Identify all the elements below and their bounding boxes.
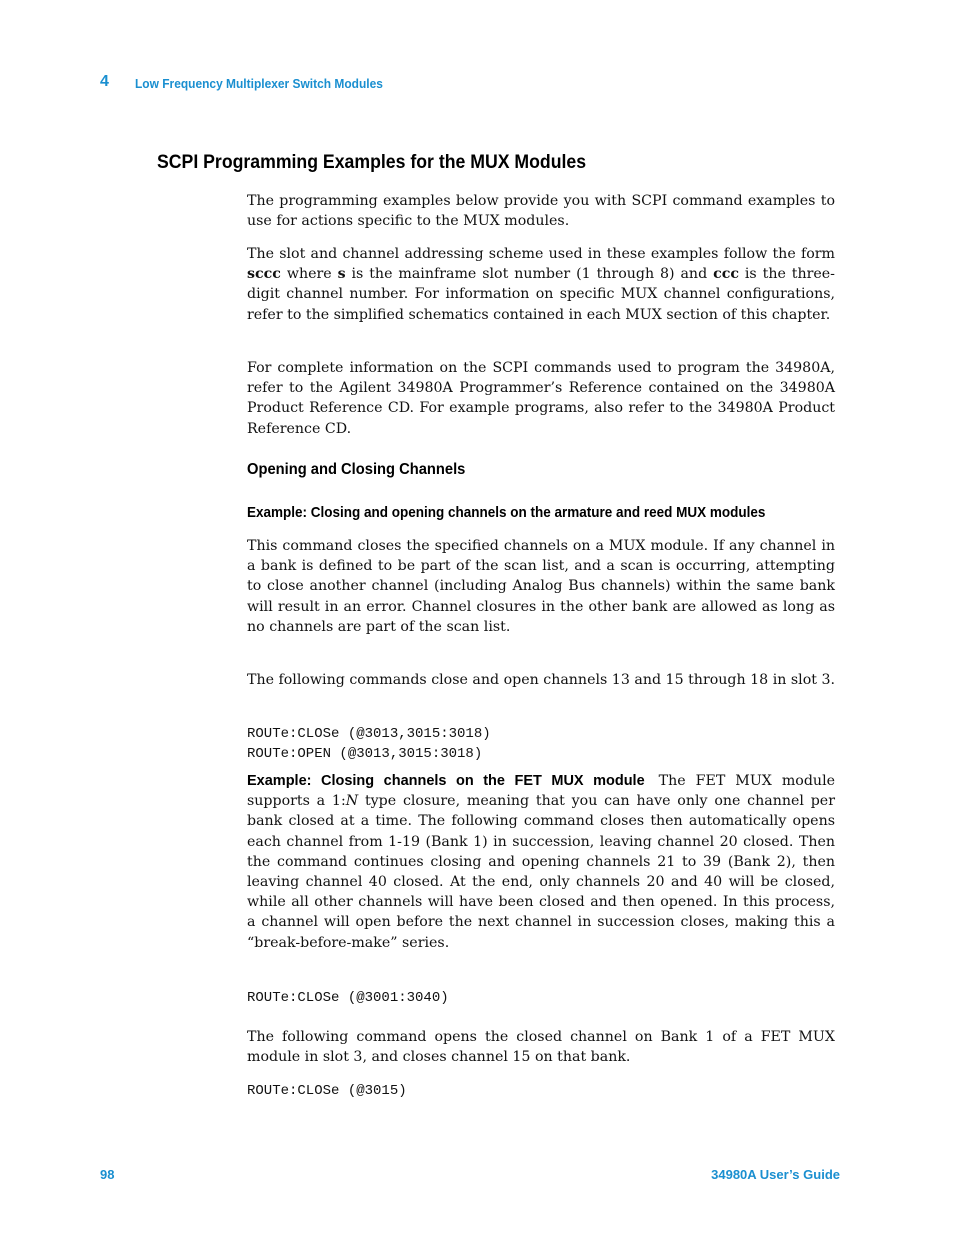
example2-italic-n: N xyxy=(345,793,359,810)
guide-title: 34980A User’s Guide xyxy=(711,1167,840,1182)
chapter-title: Low Frequency Multiplexer Switch Modules xyxy=(135,76,383,91)
addressing-text-4: is the three-digit channel number. For information on specific MUX channel configurations, refer to the simplified schematics contained in each MUX section of this chapter. xyxy=(247,266,835,323)
example1-title: Example: Closing and opening channels on the armature and reed MUX modules xyxy=(247,504,766,521)
addressing-text-3: is the mainframe slot number (1 through 8) and xyxy=(345,266,714,283)
example1-body: This command closes the specified channels on a MUX module. If any channel in a bank is defined to be part of the scan list, and a scan is occurring, attempting to close another channel (including Analog Bus channels) within the same bank will result in an error. Channel closures in the other bank are allowed as long as no channels are part of the scan list. xyxy=(247,538,835,635)
example2-text-2: type closure, meaning that you can have only one channel per bank closed at a time. The following command closes then automatically opens each channel from 1-19 (Bank 1) in succession, leaving channel 20 closed. Then the command continues closing and opening channels 21 to 39 (Bank 2), then leaving channel 40 closed. At the end, only channels 20 and 40 will be closed, while all other channels will have been closed and then opened. In this process, a channel will open before the next channel in succession closes, making this a “break-before-make” series. xyxy=(247,793,835,951)
example1-following: The following commands close and open channels 13 and 15 through 18 in slot 3. xyxy=(247,672,835,688)
example2-paragraph xyxy=(247,771,835,953)
example1-code-open: ROUTe:OPEN (@3013,3015:3018) xyxy=(247,746,483,762)
example2-code-2: ROUTe:CLOSe (@3015) xyxy=(247,1083,407,1099)
addressing-paragraph xyxy=(247,244,835,325)
example2-text-1: The FET MUX module supports a 1: xyxy=(247,773,836,810)
intro-paragraph: The programming examples below provide you with SCPI command examples to use for actions specific to the MUX modules. xyxy=(247,193,835,230)
chapter-number: 4 xyxy=(100,73,109,90)
addressing-text-1: The slot and channel addressing scheme used in these examples follow the form xyxy=(247,246,835,262)
subsection-title: Opening and Closing Channels xyxy=(247,461,466,478)
page-number: 98 xyxy=(100,1167,115,1182)
addressing-sccc: sccc xyxy=(247,266,281,283)
addressing-text-2: where xyxy=(280,266,338,283)
example2-code-1: ROUTe:CLOSe (@3001:3040) xyxy=(247,990,449,1006)
addressing-s: s xyxy=(337,266,346,283)
addressing-ccc: ccc xyxy=(713,266,739,283)
example2-following: The following command opens the closed channel on Bank 1 of a FET MUX module in slot 3, and closes channel 15 on that bank. xyxy=(247,1029,835,1066)
section-title: SCPI Programming Examples for the MUX Modules xyxy=(157,152,587,173)
example2-title: Example: Closing channels on the FET MUX module xyxy=(247,773,645,789)
example1-code-close: ROUTe:CLOSe (@3013,3015:3018) xyxy=(247,726,491,742)
reference-paragraph: For complete information on the SCPI commands used to program the 34980A, refer to the Agilent 34980A Programmer’s Reference contained on the 34980A Product Reference CD. For example programs, also refer to the 34980A Product Reference CD. xyxy=(247,360,835,437)
